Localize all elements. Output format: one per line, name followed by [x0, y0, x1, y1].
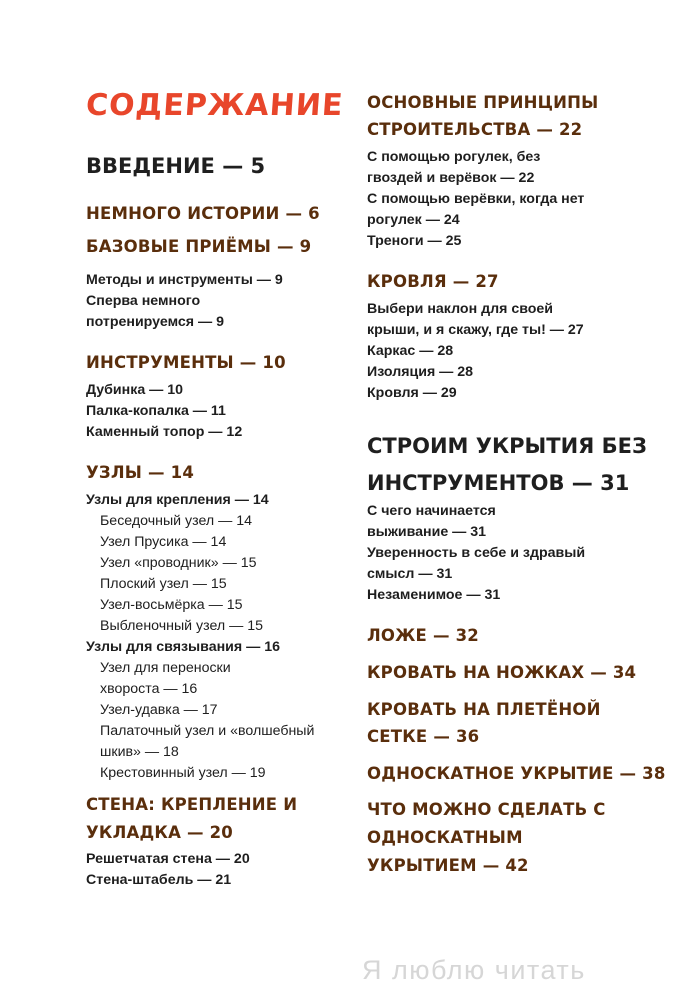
toc-entry: Сперва немного	[86, 293, 201, 309]
section-legs-bed-heading: КРОВАТЬ НА НОЖКАХ — 34	[367, 663, 637, 682]
section-wall-heading-line2: УКЛАДКА — 20	[86, 823, 233, 842]
toc-subentry: Узел «проводник» — 15	[100, 555, 257, 571]
toc-entry: С помощью верёвки, когда нет	[367, 191, 585, 207]
section-mesh-bed-heading-line2: СЕТКЕ — 36	[367, 727, 480, 746]
toc-entry: Треноги — 25	[367, 233, 462, 249]
section-lean-to-uses-heading-line2: ОДНОСКАТНЫМ	[367, 828, 523, 847]
toc-entry: Уверенность в себе и здравый	[367, 545, 586, 561]
section-knots-list	[86, 490, 314, 784]
toc-subentry: Выбленочный узел — 15	[100, 618, 264, 634]
toc-entry: Методы и инструменты — 9	[86, 272, 283, 288]
toc-subentry: Палаточный узел и «волшебный	[100, 723, 315, 739]
section-shelters-list	[367, 501, 585, 606]
toc-entry: Узлы для крепления — 14	[86, 492, 269, 508]
toc-entry: Изоляция — 28	[367, 364, 474, 380]
toc-entry: потренируемся — 9	[86, 314, 225, 330]
section-bed-heading: ЛОЖЕ — 32	[367, 626, 479, 645]
section-lean-to-uses-heading-line3: УКРЫТИЕМ — 42	[367, 856, 529, 875]
toc-subentry: Узел-восьмёрка — 15	[100, 597, 243, 613]
section-principles-heading-line2: СТРОИТЕЛЬСТВА — 22	[367, 120, 583, 139]
toc-entry: Каркас — 28	[367, 343, 454, 359]
toc-subentry: Крестовинный узел — 19	[100, 765, 266, 781]
toc-entry: крыши, и я скажу, где ты! — 27	[367, 322, 584, 338]
toc-entry: С чего начинается	[367, 503, 496, 519]
toc-subentry: хвороста — 16	[100, 681, 198, 697]
toc-subentry: Беседочный узел — 14	[100, 513, 253, 529]
toc-subentry: Узел для переноски	[100, 660, 231, 676]
toc-entry: Выбери наклон для своей	[367, 301, 554, 317]
toc-entry: гвоздей и верёвок — 22	[367, 170, 535, 186]
toc-entry: Незаменимое — 31	[367, 587, 501, 603]
section-shelters-heading-line1: СТРОИМ УКРЫТИЯ БЕЗ	[367, 434, 647, 458]
intro-heading: ВВЕДЕНИЕ — 5	[86, 154, 266, 178]
toc-entry: выживание — 31	[367, 524, 487, 540]
section-knots-heading: УЗЛЫ — 14	[86, 463, 194, 482]
section-tools-heading: ИНСТРУМЕНТЫ — 10	[86, 353, 286, 372]
toc-entry: С помощью рогулек, без	[367, 149, 541, 165]
section-history-heading: НЕМНОГО ИСТОРИИ — 6	[86, 204, 320, 223]
section-lean-to-uses-heading-line1: ЧТО МОЖНО СДЕЛАТЬ С	[367, 800, 606, 819]
section-mesh-bed-heading-line1: КРОВАТЬ НА ПЛЕТЁНОЙ	[367, 700, 601, 719]
toc-subentry: шкив» — 18	[100, 744, 179, 760]
section-lean-to-heading: ОДНОСКАТНОЕ УКРЫТИЕ — 38	[367, 764, 666, 783]
toc-title: СОДЕРЖАНИЕ	[84, 88, 345, 123]
section-basics-list	[86, 270, 283, 333]
toc-entry: Стена-штабель — 21	[86, 872, 232, 888]
toc-subentry: Узел-удавка — 17	[100, 702, 218, 718]
section-shelters-heading-line2: ИНСТРУМЕНТОВ — 31	[367, 471, 630, 495]
section-roof-list	[367, 299, 584, 404]
section-principles-list	[367, 147, 584, 252]
toc-entry: Каменный топор — 12	[86, 424, 243, 440]
section-tools-list	[86, 380, 242, 443]
section-principles-heading-line1: ОСНОВНЫЕ ПРИНЦИПЫ	[367, 93, 599, 112]
section-roof-heading: КРОВЛЯ — 27	[367, 272, 499, 291]
toc-entry: Палка-копалка — 11	[86, 403, 226, 419]
section-wall-list	[86, 849, 250, 891]
toc-subentry: Плоский узел — 15	[100, 576, 227, 592]
toc-entry: Дубинка — 10	[86, 382, 184, 398]
section-basics-heading: БАЗОВЫЕ ПРИЁМЫ — 9	[86, 237, 312, 256]
watermark: Я люблю читать	[362, 955, 586, 985]
toc-subentry: Узел Прусика — 14	[100, 534, 227, 550]
toc-entry: Узлы для связывания — 16	[86, 639, 281, 655]
toc-entry: Решетчатая стена — 20	[86, 851, 250, 867]
toc-entry: Кровля — 29	[367, 385, 457, 401]
toc-entry: рогулек — 24	[367, 212, 460, 228]
toc-entry: смысл — 31	[367, 566, 453, 582]
section-wall-heading-line1: СТЕНА: КРЕПЛЕНИЕ И	[86, 795, 298, 814]
